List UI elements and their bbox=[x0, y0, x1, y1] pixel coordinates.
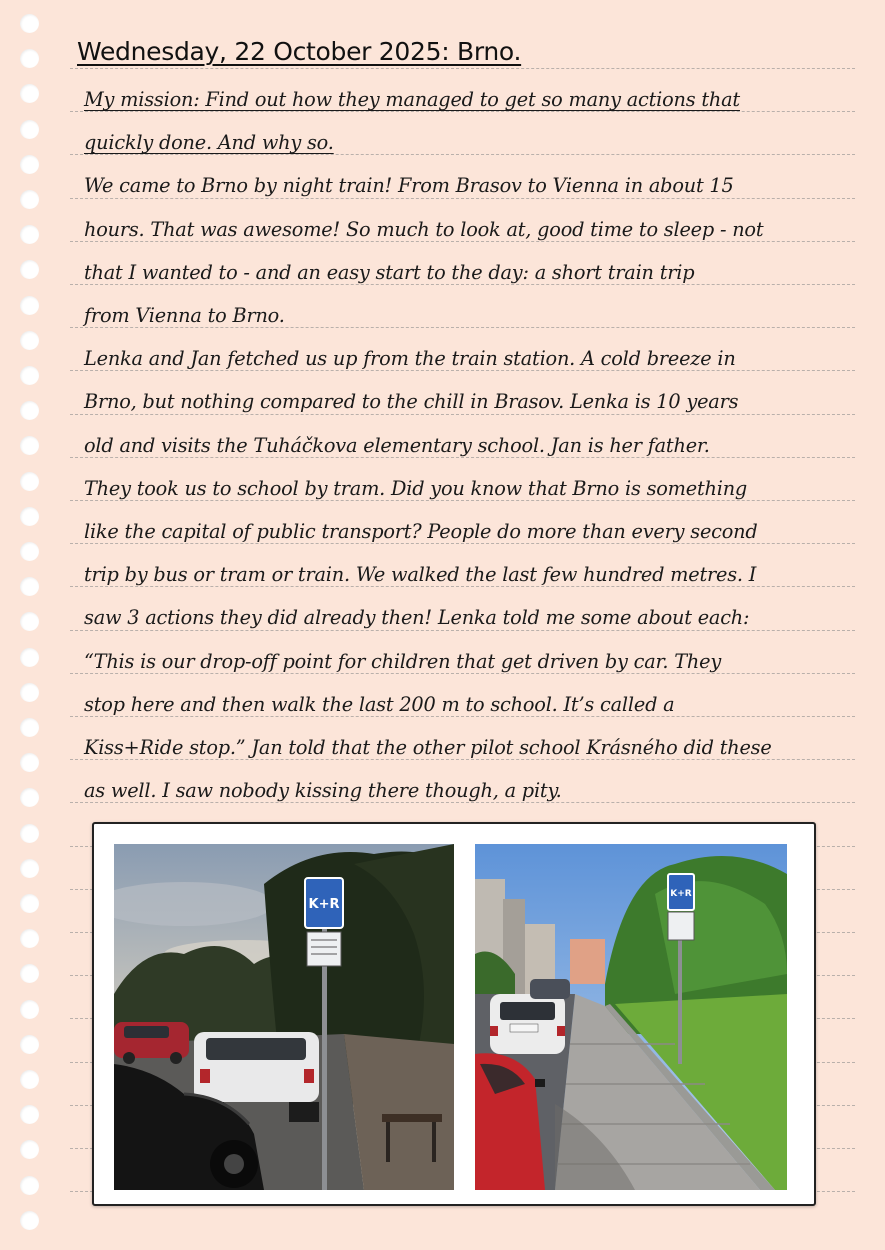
binder-hole bbox=[20, 753, 39, 772]
binder-hole bbox=[20, 1070, 39, 1089]
ruled-line bbox=[70, 802, 855, 803]
entry-line: like the capital of public transport? People do more than every second bbox=[84, 520, 758, 543]
binder-hole bbox=[20, 824, 39, 843]
entry-line: hours. That was awesome! So much to look at, good time to sleep - not bbox=[84, 217, 764, 241]
entry-line: quickly done. And why so. bbox=[84, 131, 334, 155]
binder-hole bbox=[20, 1211, 39, 1230]
ruled-line bbox=[70, 586, 855, 587]
photo-1-image bbox=[114, 844, 454, 1190]
binder-hole bbox=[20, 542, 39, 561]
ruled-line bbox=[70, 68, 855, 69]
binder-hole bbox=[20, 507, 39, 526]
ruled-line bbox=[70, 198, 855, 199]
binder-hole bbox=[20, 49, 39, 68]
ruled-line bbox=[70, 673, 855, 674]
binder-hole bbox=[20, 155, 39, 174]
binder-hole bbox=[20, 612, 39, 631]
entry-line: Kiss+Ride stop.” Jan told that the other pilot school Krásného did these bbox=[84, 736, 772, 759]
binder-holes bbox=[20, 14, 42, 1244]
photo-kiss-ride-sidewalk-day bbox=[475, 844, 787, 1190]
entry-line: “This is our drop-off point for children that get driven by car. They bbox=[84, 649, 722, 673]
entry-line: stop here and then walk the last 200 m to school. It’s called a bbox=[84, 692, 675, 716]
ruled-line bbox=[70, 500, 855, 501]
binder-hole bbox=[20, 436, 39, 455]
ruled-line bbox=[70, 630, 855, 631]
entry-line: trip by bus or tram or train. We walked the last few hundred metres. I bbox=[84, 563, 757, 587]
ruled-line bbox=[70, 327, 855, 328]
ruled-line bbox=[70, 543, 855, 544]
ruled-line bbox=[70, 284, 855, 285]
binder-hole bbox=[20, 120, 39, 139]
ruled-line bbox=[70, 241, 855, 242]
entry-line: They took us to school by tram. Did you know that Brno is something bbox=[84, 476, 748, 500]
entry-line: We came to Brno by night train! From Brasov to Vienna in about 15 bbox=[84, 174, 734, 198]
ruled-line bbox=[70, 154, 855, 155]
binder-hole bbox=[20, 401, 39, 420]
binder-hole bbox=[20, 648, 39, 667]
entry-line: old and visits the Tuháčkova elementary school. Jan is her father. bbox=[84, 433, 710, 457]
binder-hole bbox=[20, 1105, 39, 1124]
entry-line: as well. I saw nobody kissing there though, a pity. bbox=[84, 779, 562, 803]
kiss-ride-sign-text: K+R bbox=[308, 897, 340, 912]
ruled-line bbox=[70, 457, 855, 458]
binder-hole bbox=[20, 894, 39, 913]
ruled-line bbox=[70, 716, 855, 717]
entry-line: from Vienna to Brno. bbox=[84, 304, 285, 327]
binder-hole bbox=[20, 14, 39, 33]
binder-hole bbox=[20, 788, 39, 807]
entry-line: Brno, but nothing compared to the chill in Brasov. Lenka is 10 years bbox=[84, 390, 739, 414]
binder-hole bbox=[20, 331, 39, 350]
binder-hole bbox=[20, 1140, 39, 1159]
entry-line: My mission: Find out how they managed to get so many actions that bbox=[84, 88, 740, 111]
photo-2-image bbox=[475, 844, 787, 1190]
entry-line: saw 3 actions they did already then! Lenka told me some about each: bbox=[84, 606, 750, 630]
ruled-line bbox=[70, 370, 855, 371]
binder-hole bbox=[20, 225, 39, 244]
binder-hole bbox=[20, 718, 39, 737]
binder-hole bbox=[20, 683, 39, 702]
binder-hole bbox=[20, 366, 39, 385]
ruled-line bbox=[70, 111, 855, 112]
binder-hole bbox=[20, 84, 39, 103]
binder-hole bbox=[20, 964, 39, 983]
binder-hole bbox=[20, 472, 39, 491]
binder-hole bbox=[20, 577, 39, 596]
binder-hole bbox=[20, 1000, 39, 1019]
entry-line: Lenka and Jan fetched us up from the train station. A cold breeze in bbox=[84, 347, 736, 371]
binder-hole bbox=[20, 1176, 39, 1195]
ruled-line bbox=[70, 414, 855, 415]
kiss-ride-sign-text-2: K+R bbox=[670, 889, 692, 899]
binder-hole bbox=[20, 260, 39, 279]
photo-frame bbox=[92, 822, 816, 1206]
binder-hole bbox=[20, 929, 39, 948]
binder-hole bbox=[20, 190, 39, 209]
binder-hole bbox=[20, 1035, 39, 1054]
entry-line: that I wanted to - and an easy start to the day: a short train trip bbox=[84, 260, 695, 284]
binder-hole bbox=[20, 296, 39, 315]
photo-kiss-ride-street-evening bbox=[114, 844, 454, 1190]
binder-hole bbox=[20, 859, 39, 878]
entry-title: Wednesday, 22 October 2025: Brno. bbox=[77, 37, 522, 66]
ruled-line bbox=[70, 759, 855, 760]
